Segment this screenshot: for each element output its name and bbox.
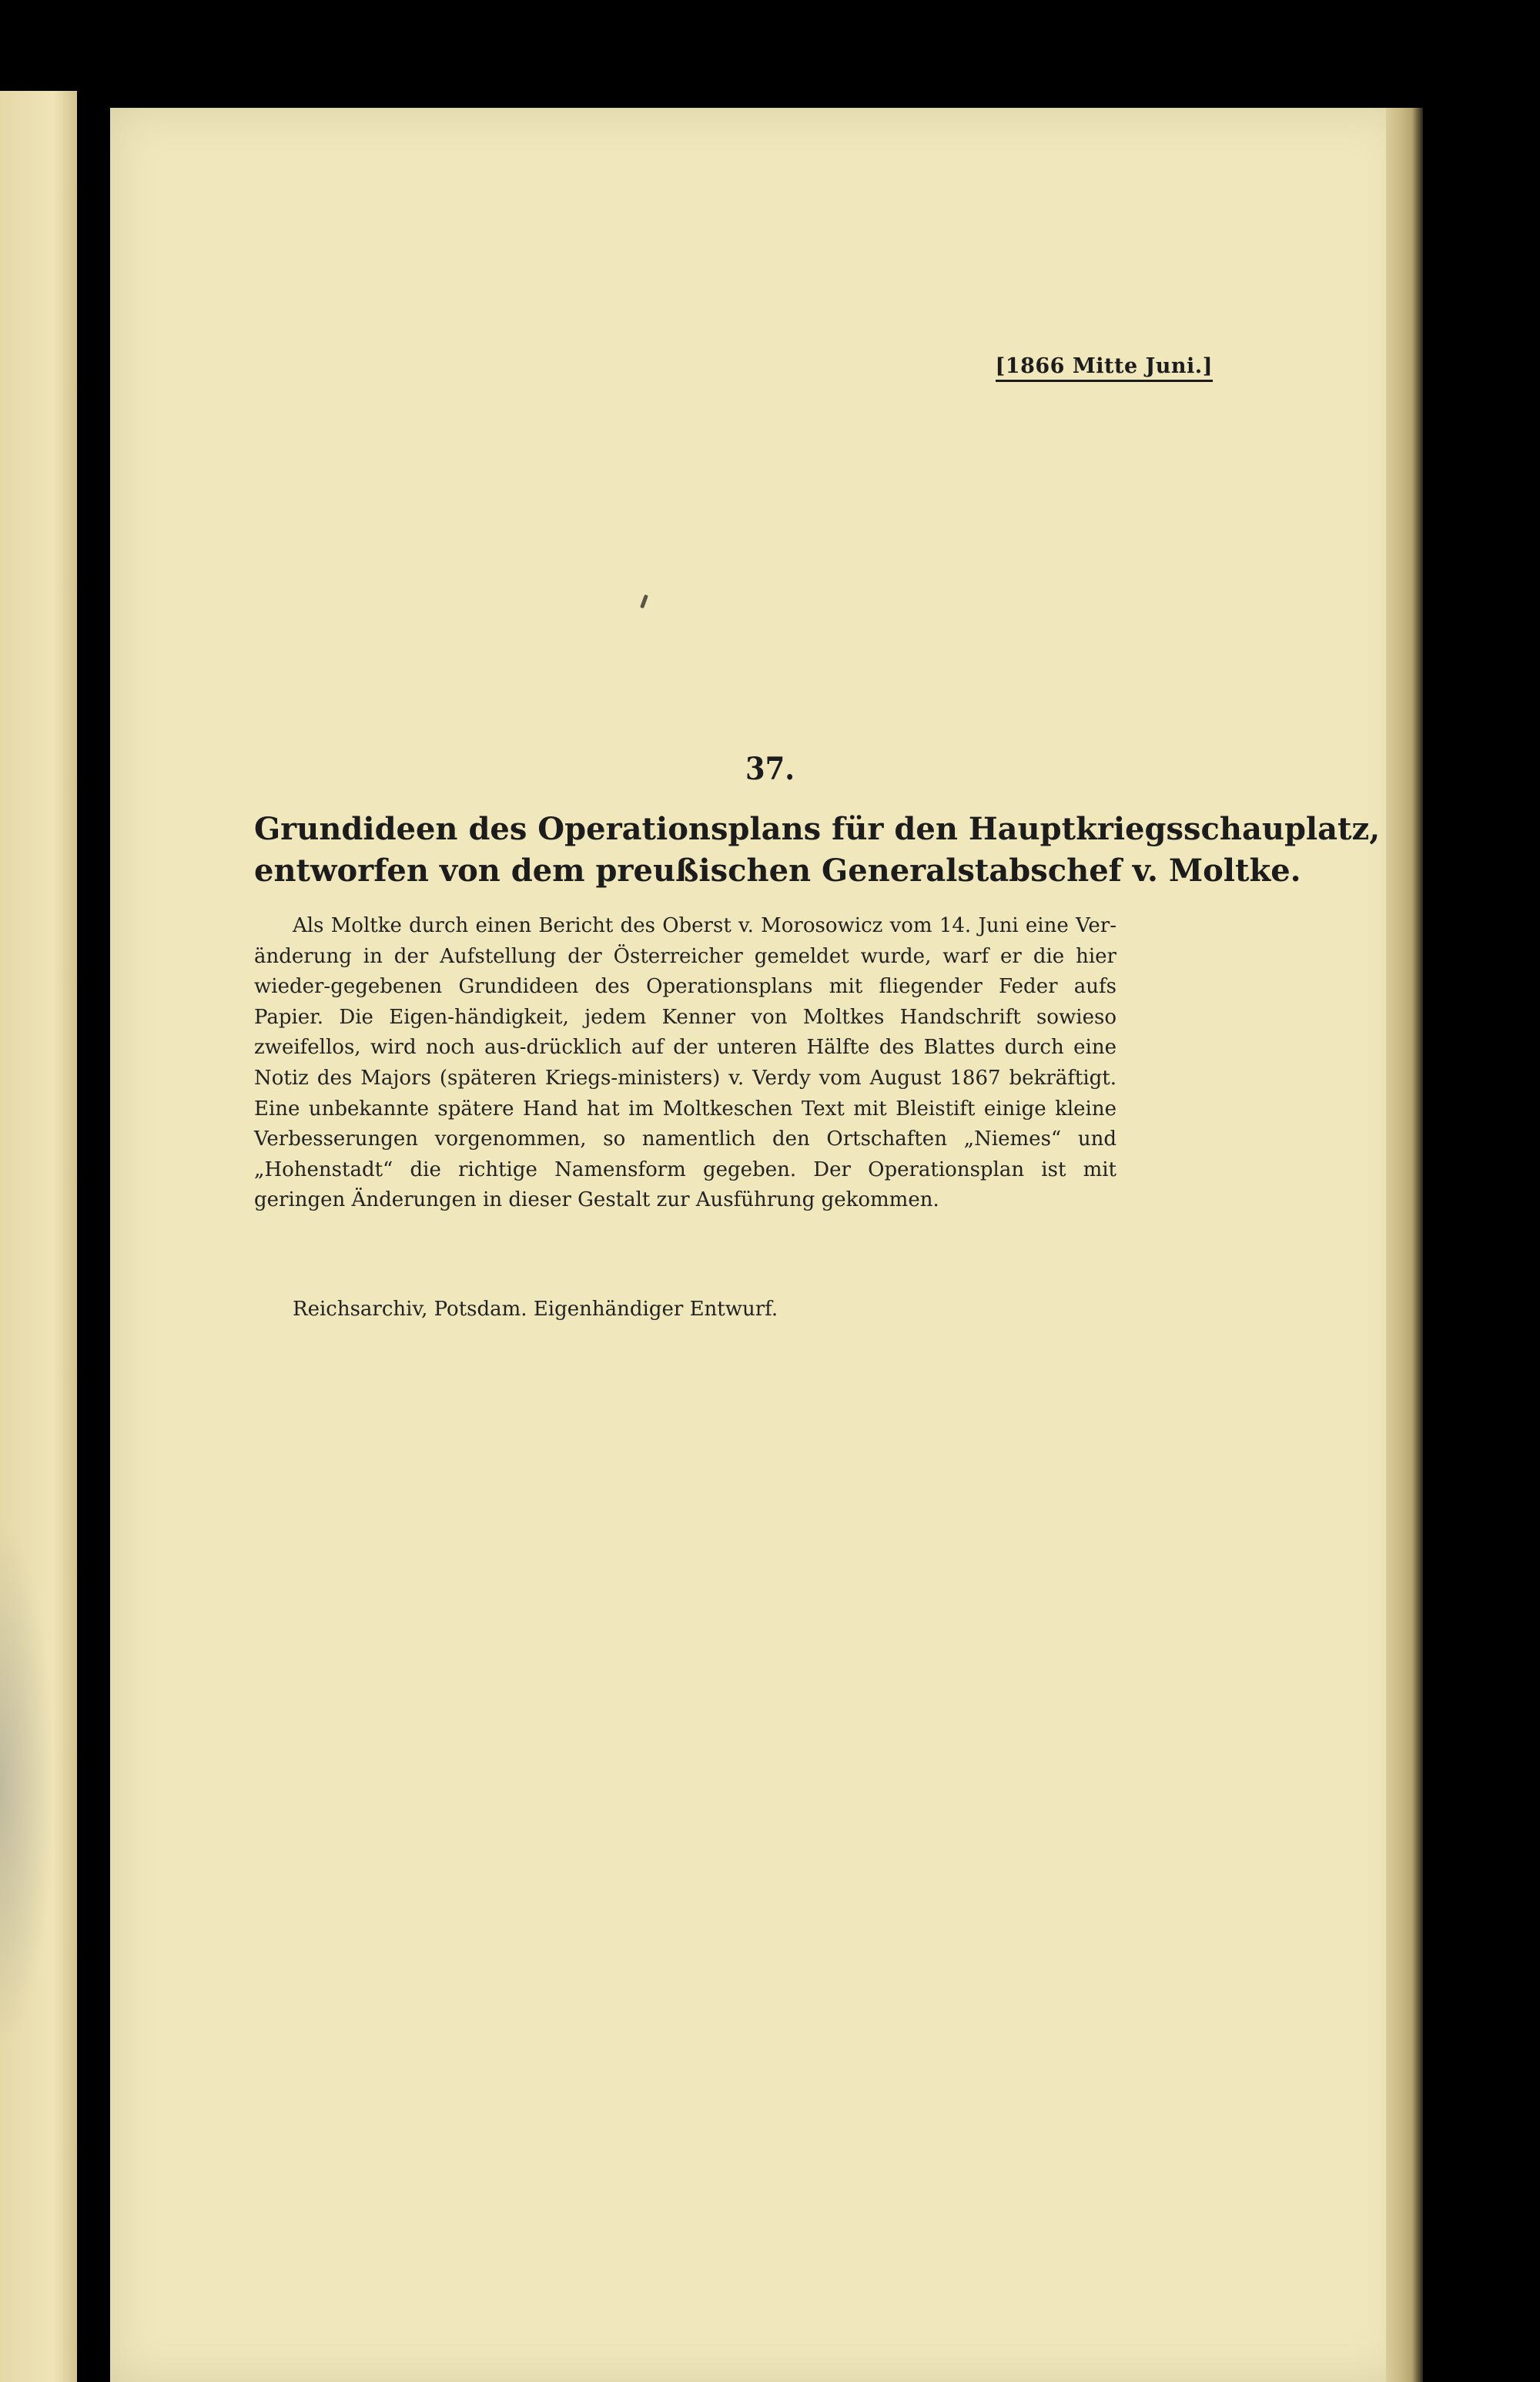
left-facing-page <box>0 91 77 2382</box>
book-page <box>110 108 1406 2382</box>
document-number: 37. <box>745 751 795 787</box>
source-note: Reichsarchiv, Potsdam. Eigenhändiger Entwurf. <box>293 1298 778 1321</box>
document-title <box>254 809 1381 892</box>
header-date-label: [1866 Mitte Juni.] <box>996 354 1213 382</box>
document-title-line-1: Grundideen des Operationsplans für den Hauptkriegsschauplatz, <box>254 811 1381 847</box>
document-title-line-2: entworfen von dem preußischen Generalstabschef v. Moltke. <box>254 853 1301 889</box>
page-edge <box>1386 108 1423 2382</box>
introduction-paragraph: Als Moltke durch einen Bericht des Oberst v. Morosowicz vom 14. Juni eine Ver-änderung in der Aufstellung der Österreicher gemeldet wurde, warf er die hier wieder-gegebenen Grundideen des Operationsplans mit fliegender Feder aufs Papier. Die Eigen-händigkeit, jedem Kenner von Moltkes Handschrift sowieso zweifellos, wird noch aus-drücklich auf der unteren Hälfte des Blattes durch eine Notiz des Majors (späteren Kriegs-ministers) v. Verdy vom August 1867 bekräftigt. Eine unbekannte spätere Hand hat im Moltkeschen Text mit Bleistift einige kleine Verbesserungen vorgenommen, so namentlich den Ortschaften „Niemes“ und „Hohenstadt“ die richtige Namensform gegeben. Der Operationsplan ist mit geringen Änderungen in dieser Gestalt zur Ausführung gekommen. <box>254 914 1116 1212</box>
